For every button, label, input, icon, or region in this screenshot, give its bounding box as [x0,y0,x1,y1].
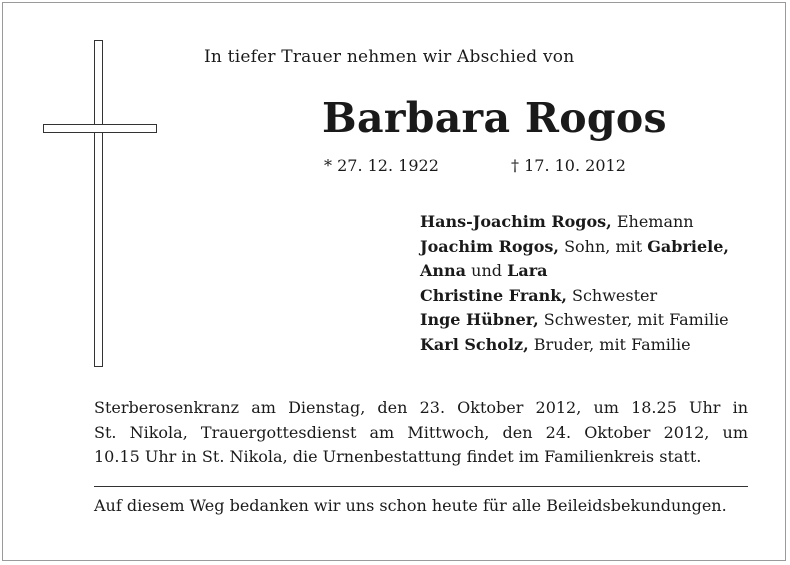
service-line: Sterberosenkranz am Dienstag, den 23. Oktober 2012, um 18.25 Uhr in [94,398,748,417]
deceased-name: Barbara Rogos [322,94,667,142]
mourner-line: Anna und Lara [420,261,548,281]
mourners-list [420,210,729,358]
thanks-note: Auf diesem Weg bedanken wir uns schon heute für alle Beileidsbekundungen. [94,496,727,515]
mourner-line: Christine Frank, Schwester [420,285,658,305]
service-line: 10.15 Uhr in St. Nikola, die Urnenbestattung findet im Familienkreis statt. [94,447,702,466]
mourner-line: Hans-Joachim Rogos, Ehemann [420,212,694,231]
service-line: St. Nikola, Trauergottesdienst am Mittwoch, den 24. Oktober 2012, um [94,422,748,442]
mourner-line: Joachim Rogos, Sohn, mit Gabriele, [420,236,729,256]
mourner-line: Karl Scholz, Bruder, mit Familie [420,334,691,354]
birth-date: * 27. 12. 1922 [324,156,439,175]
intro-text: In tiefer Trauer nehmen wir Abschied von [204,47,575,67]
divider [94,486,748,487]
mourner-line: Inge Hübner, Schwester, mit Familie [420,310,729,330]
death-date: † 17. 10. 2012 [511,156,626,175]
service-details [94,396,748,470]
